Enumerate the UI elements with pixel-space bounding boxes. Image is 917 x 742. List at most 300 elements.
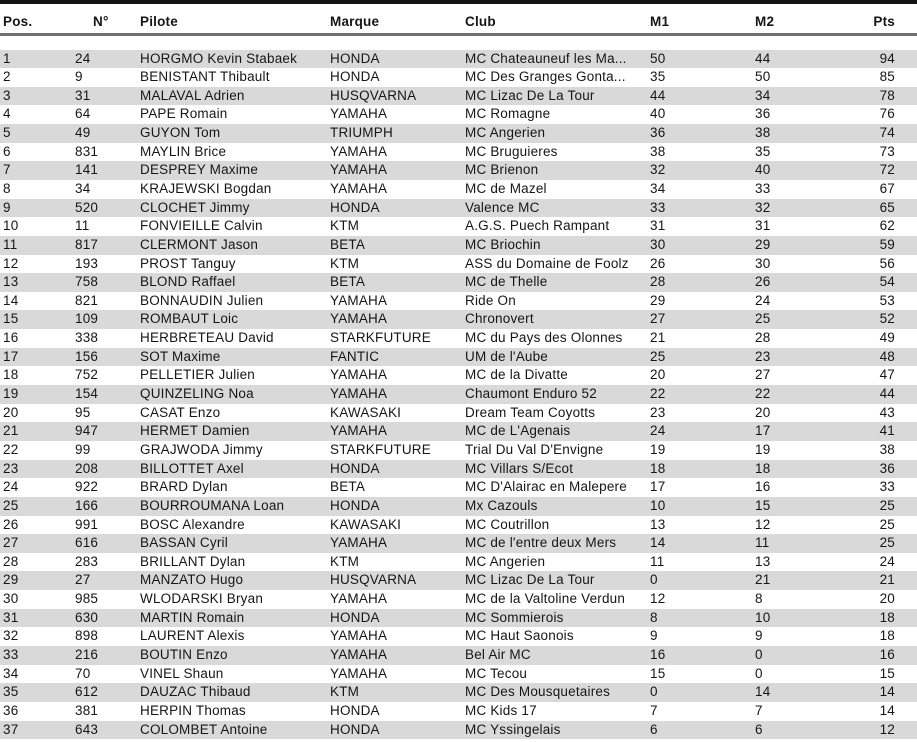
cell-pilote: BENISTANT Thibault (140, 69, 270, 85)
cell-pilote: SOT Maxime (140, 348, 221, 364)
cell-marque: STARKFUTURE (330, 441, 431, 457)
column-header-m2: M2 (755, 14, 775, 29)
cell-pts: 14 (879, 684, 895, 700)
cell-m1: 38 (650, 143, 666, 159)
cell-num: 193 (75, 255, 99, 271)
table-row (0, 627, 917, 646)
cell-pts: 65 (879, 199, 895, 215)
cell-m1: 24 (650, 423, 666, 439)
cell-pts: 53 (879, 292, 895, 308)
table-row (0, 143, 917, 162)
cell-pts: 67 (879, 180, 895, 196)
table-row (0, 478, 917, 497)
cell-club: MC de la Valtoline Verdun (465, 591, 626, 607)
cell-num: 31 (75, 87, 91, 103)
cell-m1: 12 (650, 591, 666, 607)
table-row (0, 385, 917, 404)
cell-pts: 18 (879, 609, 895, 625)
cell-pilote: FONVIEILLE Calvin (140, 218, 263, 234)
cell-pilote: MAYLIN Brice (140, 143, 227, 159)
cell-club: MC de l'entre deux Mers (465, 535, 617, 551)
cell-pos: 35 (3, 684, 19, 700)
cell-num: 381 (75, 702, 99, 718)
cell-num: 831 (75, 143, 99, 159)
cell-num: 991 (75, 516, 99, 532)
cell-pilote: QUINZELING Noa (140, 386, 254, 402)
cell-pos: 5 (3, 125, 11, 141)
cell-num: 109 (75, 311, 99, 327)
cell-club: MC Haut Saonois (465, 628, 574, 644)
cell-marque: YAMAHA (330, 311, 388, 327)
cell-pilote: COLOMBET Antoine (140, 721, 268, 737)
cell-club: Ride On (465, 292, 516, 308)
cell-m1: 13 (650, 516, 666, 532)
cell-m1: 18 (650, 460, 666, 476)
cell-club: MC Des Mousquetaires (465, 684, 611, 700)
cell-pts: 15 (879, 665, 895, 681)
cell-m2: 23 (755, 348, 771, 364)
cell-m1: 30 (650, 236, 666, 252)
cell-marque: YAMAHA (330, 423, 388, 439)
cell-pilote: BASSAN Cyril (140, 535, 228, 551)
cell-m2: 38 (755, 125, 771, 141)
cell-m2: 40 (755, 162, 771, 178)
table-row (0, 366, 917, 385)
cell-pts: 41 (879, 423, 895, 439)
cell-pts: 20 (879, 591, 895, 607)
cell-club: Chronovert (465, 311, 534, 327)
cell-pts: 33 (879, 479, 895, 495)
cell-pts: 16 (879, 647, 895, 662)
cell-pilote: BOSC Alexandre (140, 516, 245, 532)
cell-pos: 25 (3, 497, 19, 513)
cell-pos: 34 (3, 665, 19, 681)
table-row (0, 721, 917, 740)
cell-pts: 76 (879, 106, 895, 122)
cell-marque: YAMAHA (330, 162, 388, 178)
table-row (0, 571, 917, 590)
cell-m2: 22 (755, 386, 771, 402)
table-row (0, 217, 917, 236)
cell-m1: 6 (650, 721, 658, 737)
cell-m1: 0 (650, 684, 658, 700)
cell-num: 49 (75, 125, 91, 141)
cell-m2: 50 (755, 69, 771, 85)
cell-m2: 29 (755, 236, 771, 252)
cell-m2: 19 (755, 441, 771, 457)
cell-club: Mx Cazouls (465, 497, 538, 513)
column-header-pilote: Pilote (140, 14, 178, 29)
cell-pos: 28 (3, 553, 19, 569)
cell-pos: 23 (3, 460, 19, 476)
column-header-marque: Marque (330, 14, 380, 29)
cell-m1: 35 (650, 69, 666, 85)
cell-num: 283 (75, 553, 99, 569)
cell-pts: 59 (879, 236, 895, 252)
cell-pilote: MARTIN Romain (140, 609, 245, 625)
cell-pos: 9 (3, 199, 11, 215)
cell-num: 208 (75, 460, 99, 476)
cell-club: MC de Mazel (465, 180, 547, 196)
cell-num: 11 (75, 218, 90, 234)
cell-pilote: WLODARSKI Bryan (140, 591, 264, 607)
cell-pos: 30 (3, 591, 19, 607)
cell-m2: 18 (755, 460, 771, 476)
cell-pilote: HERPIN Thomas (140, 702, 246, 718)
cell-m1: 23 (650, 404, 666, 420)
table-row (0, 273, 917, 292)
cell-marque: YAMAHA (330, 292, 388, 308)
cell-marque: HUSQVARNA (330, 87, 417, 103)
cell-num: 216 (75, 647, 99, 662)
cell-m2: 25 (755, 311, 771, 327)
cell-marque: BETA (330, 479, 366, 495)
cell-club: Dream Team Coyotts (465, 404, 596, 420)
cell-m2: 33 (755, 180, 771, 196)
cell-m1: 29 (650, 292, 666, 308)
cell-pos: 36 (3, 702, 19, 718)
cell-club: MC Yssingelais (465, 721, 561, 737)
cell-pilote: ROMBAUT Loic (140, 311, 239, 327)
cell-pos: 2 (3, 69, 11, 85)
cell-club: MC Kids 17 (465, 702, 537, 718)
cell-pos: 32 (3, 628, 19, 644)
cell-m2: 13 (755, 553, 771, 569)
cell-pilote: CLOCHET Jimmy (140, 199, 250, 215)
cell-pos: 20 (3, 404, 19, 420)
cell-pts: 54 (879, 274, 895, 290)
cell-pos: 4 (3, 106, 11, 122)
cell-m1: 28 (650, 274, 666, 290)
cell-pts: 25 (879, 516, 895, 532)
cell-pos: 10 (3, 218, 19, 234)
cell-club: MC Sommierois (465, 609, 564, 625)
column-header-pts: Pts (873, 14, 895, 29)
cell-club: Valence MC (465, 199, 540, 215)
cell-pos: 21 (3, 423, 19, 439)
cell-m1: 9 (650, 628, 658, 644)
table-row (0, 50, 917, 69)
cell-m1: 25 (650, 348, 666, 364)
cell-marque: KTM (330, 218, 360, 234)
cell-num: 141 (75, 162, 99, 178)
cell-m2: 36 (755, 106, 771, 122)
cell-club: MC Chateauneuf les Ma... (465, 50, 627, 66)
cell-pts: 52 (879, 311, 895, 327)
cell-pts: 38 (879, 441, 895, 457)
table-row (0, 68, 917, 87)
cell-marque: YAMAHA (330, 665, 388, 681)
cell-club: MC Bruguieres (465, 143, 558, 159)
cell-m1: 40 (650, 106, 666, 122)
cell-pos: 31 (3, 609, 19, 625)
cell-m2: 10 (755, 609, 771, 625)
table-row (0, 404, 917, 423)
cell-m2: 11 (755, 535, 770, 551)
cell-pts: 72 (879, 162, 895, 178)
cell-pilote: BILLOTTET Axel (140, 460, 244, 476)
cell-m1: 21 (650, 330, 666, 346)
cell-pts: 14 (879, 702, 895, 718)
cell-pos: 29 (3, 572, 19, 588)
cell-marque: YAMAHA (330, 106, 388, 122)
cell-m1: 50 (650, 50, 666, 66)
cell-m1: 15 (650, 665, 666, 681)
cell-pilote: BRARD Dylan (140, 479, 228, 495)
column-header-club: Club (465, 14, 496, 29)
cell-marque: YAMAHA (330, 143, 388, 159)
cell-marque: HONDA (330, 497, 380, 513)
cell-pilote: CLERMONT Jason (140, 236, 259, 252)
cell-marque: HONDA (330, 460, 380, 476)
table-header-row (0, 4, 917, 36)
cell-pts: 24 (879, 553, 895, 569)
table-row (0, 683, 917, 702)
cell-pilote: VINEL Shaun (140, 665, 224, 681)
cell-club: MC Lizac De La Tour (465, 87, 595, 103)
cell-pts: 62 (879, 218, 895, 234)
cell-pos: 3 (3, 87, 11, 103)
cell-m1: 16 (650, 647, 666, 662)
cell-num: 64 (75, 106, 91, 122)
cell-pos: 17 (3, 348, 19, 364)
cell-num: 947 (75, 423, 99, 439)
cell-num: 156 (75, 348, 99, 364)
cell-pilote: GUYON Tom (140, 125, 221, 141)
cell-pos: 14 (3, 292, 19, 308)
cell-m1: 0 (650, 572, 658, 588)
column-header-number: N° (93, 14, 109, 29)
cell-marque: HONDA (330, 702, 380, 718)
cell-num: 27 (75, 572, 91, 588)
cell-m2: 9 (755, 628, 763, 644)
cell-pilote: BRILLANT Dylan (140, 553, 246, 569)
cell-pts: 21 (879, 572, 895, 588)
cell-club: MC Lizac De La Tour (465, 572, 595, 588)
cell-pilote: MALAVAL Adrien (140, 87, 245, 103)
cell-club: MC du Pays des Olonnes (465, 330, 623, 346)
cell-club: MC Coutrillon (465, 516, 550, 532)
cell-club: ASS du Domaine de Foolz (465, 255, 629, 271)
cell-pilote: HORGMO Kevin Stabaek (140, 50, 298, 66)
table-row (0, 553, 917, 572)
cell-club: A.G.S. Puech Rampant (465, 218, 610, 234)
cell-marque: KTM (330, 684, 360, 700)
table-row (0, 161, 917, 180)
cell-pts: 36 (879, 460, 895, 476)
cell-pilote: GRAJWODA Jimmy (140, 441, 263, 457)
cell-m1: 31 (650, 218, 666, 234)
cell-num: 922 (75, 479, 99, 495)
cell-marque: HONDA (330, 721, 380, 737)
cell-pts: 94 (879, 50, 895, 66)
table-row (0, 422, 917, 441)
cell-pts: 85 (879, 69, 895, 85)
cell-pts: 18 (879, 628, 895, 644)
cell-club: MC Briochin (465, 236, 541, 252)
cell-marque: HONDA (330, 609, 380, 625)
cell-pos: 33 (3, 647, 19, 662)
cell-marque: HONDA (330, 69, 380, 85)
table-row (0, 236, 917, 255)
cell-m2: 0 (755, 647, 763, 662)
cell-m1: 36 (650, 125, 666, 141)
cell-num: 9 (75, 69, 83, 85)
cell-pos: 18 (3, 367, 19, 383)
table-row (0, 516, 917, 535)
cell-marque: YAMAHA (330, 628, 388, 644)
cell-num: 338 (75, 330, 99, 346)
table-row (0, 292, 917, 311)
cell-m2: 8 (755, 591, 763, 607)
cell-pilote: BLOND Raffael (140, 274, 236, 290)
cell-marque: KAWASAKI (330, 516, 402, 532)
cell-club: Chaumont Enduro 52 (465, 386, 597, 402)
cell-pts: 48 (879, 348, 895, 364)
cell-pos: 26 (3, 516, 19, 532)
table-row (0, 255, 917, 274)
cell-m2: 21 (755, 572, 771, 588)
cell-m2: 16 (755, 479, 771, 495)
table-row (0, 310, 917, 329)
cell-club: MC Tecou (465, 665, 528, 681)
cell-club: UM de l'Aube (465, 348, 549, 364)
cell-m1: 26 (650, 255, 666, 271)
cell-pos: 11 (3, 236, 18, 252)
cell-pos: 24 (3, 479, 19, 495)
table-row (0, 348, 917, 367)
cell-m1: 11 (650, 553, 665, 569)
cell-m2: 35 (755, 143, 771, 159)
table-row (0, 609, 917, 628)
results-table-body (0, 50, 917, 740)
cell-pilote: KRAJEWSKI Bogdan (140, 180, 272, 196)
cell-num: 643 (75, 721, 99, 737)
cell-marque: KAWASAKI (330, 404, 402, 420)
cell-num: 95 (75, 404, 91, 420)
cell-m2: 44 (755, 50, 771, 66)
cell-m2: 31 (755, 218, 771, 234)
cell-pilote: DESPREY Maxime (140, 162, 259, 178)
cell-pilote: LAURENT Alexis (140, 628, 245, 644)
cell-marque: FANTIC (330, 348, 380, 364)
cell-m1: 34 (650, 180, 666, 196)
cell-m1: 10 (650, 497, 666, 513)
table-row (0, 665, 917, 684)
cell-num: 630 (75, 609, 99, 625)
table-row (0, 646, 917, 665)
cell-num: 34 (75, 180, 91, 196)
table-row (0, 87, 917, 106)
cell-m1: 27 (650, 311, 666, 327)
cell-num: 99 (75, 441, 91, 457)
column-header-m1: M1 (650, 14, 670, 29)
table-row (0, 180, 917, 199)
cell-club: MC de Thelle (465, 274, 548, 290)
cell-pts: 44 (879, 386, 895, 402)
cell-pos: 27 (3, 535, 19, 551)
table-row (0, 497, 917, 516)
cell-m2: 34 (755, 87, 771, 103)
cell-m1: 22 (650, 386, 666, 402)
cell-pilote: PELLETIER Julien (140, 367, 256, 383)
cell-pts: 73 (879, 143, 895, 159)
cell-pilote: PROST Tanguy (140, 255, 236, 271)
cell-m2: 17 (755, 423, 771, 439)
cell-pts: 56 (879, 255, 895, 271)
header-body-gap (0, 36, 917, 50)
cell-m1: 19 (650, 441, 666, 457)
table-row (0, 105, 917, 124)
cell-num: 817 (75, 236, 99, 252)
cell-pilote: CASAT Enzo (140, 404, 221, 420)
cell-pilote: DAUZAC Thibaud (140, 684, 251, 700)
cell-marque: KTM (330, 553, 360, 569)
cell-pilote: HERBRETEAU David (140, 330, 274, 346)
cell-club: MC de la Divatte (465, 367, 568, 383)
cell-club: MC Villars S/Ecot (465, 460, 574, 476)
cell-pilote: MANZATO Hugo (140, 572, 244, 588)
cell-num: 821 (75, 292, 99, 308)
cell-m1: 8 (650, 609, 658, 625)
cell-club: MC Des Granges Gonta... (465, 69, 626, 85)
cell-m2: 24 (755, 292, 771, 308)
table-row (0, 590, 917, 609)
cell-pts: 74 (879, 125, 895, 141)
cell-marque: YAMAHA (330, 647, 388, 662)
cell-marque: BETA (330, 236, 366, 252)
cell-pts: 78 (879, 87, 895, 103)
cell-m1: 20 (650, 367, 666, 383)
cell-num: 70 (75, 665, 91, 681)
cell-marque: KTM (330, 255, 360, 271)
cell-marque: YAMAHA (330, 535, 388, 551)
cell-num: 520 (75, 199, 99, 215)
cell-club: Bel Air MC (465, 647, 531, 662)
cell-m1: 7 (650, 702, 658, 718)
cell-m2: 26 (755, 274, 771, 290)
cell-num: 616 (75, 535, 99, 551)
cell-m2: 32 (755, 199, 771, 215)
cell-m1: 14 (650, 535, 666, 551)
cell-club: Trial Du Val D'Envigne (465, 441, 604, 457)
cell-pos: 1 (3, 50, 11, 66)
cell-m2: 20 (755, 404, 771, 420)
cell-pos: 19 (3, 386, 19, 402)
cell-m1: 33 (650, 199, 666, 215)
table-row (0, 329, 917, 348)
table-row (0, 124, 917, 143)
cell-pos: 16 (3, 330, 19, 346)
cell-m2: 0 (755, 665, 763, 681)
cell-num: 758 (75, 274, 99, 290)
cell-m2: 6 (755, 721, 763, 737)
cell-num: 24 (75, 50, 91, 66)
cell-num: 612 (75, 684, 99, 700)
cell-pos: 37 (3, 721, 19, 737)
cell-m1: 44 (650, 87, 666, 103)
column-header-pos: Pos. (3, 14, 33, 29)
cell-marque: YAMAHA (330, 367, 388, 383)
cell-m2: 7 (755, 702, 763, 718)
cell-m2: 27 (755, 367, 771, 383)
cell-marque: YAMAHA (330, 591, 388, 607)
cell-marque: HONDA (330, 50, 380, 66)
cell-pts: 43 (879, 404, 895, 420)
cell-pos: 22 (3, 441, 19, 457)
cell-pilote: HERMET Damien (140, 423, 250, 439)
cell-pos: 8 (3, 180, 11, 196)
